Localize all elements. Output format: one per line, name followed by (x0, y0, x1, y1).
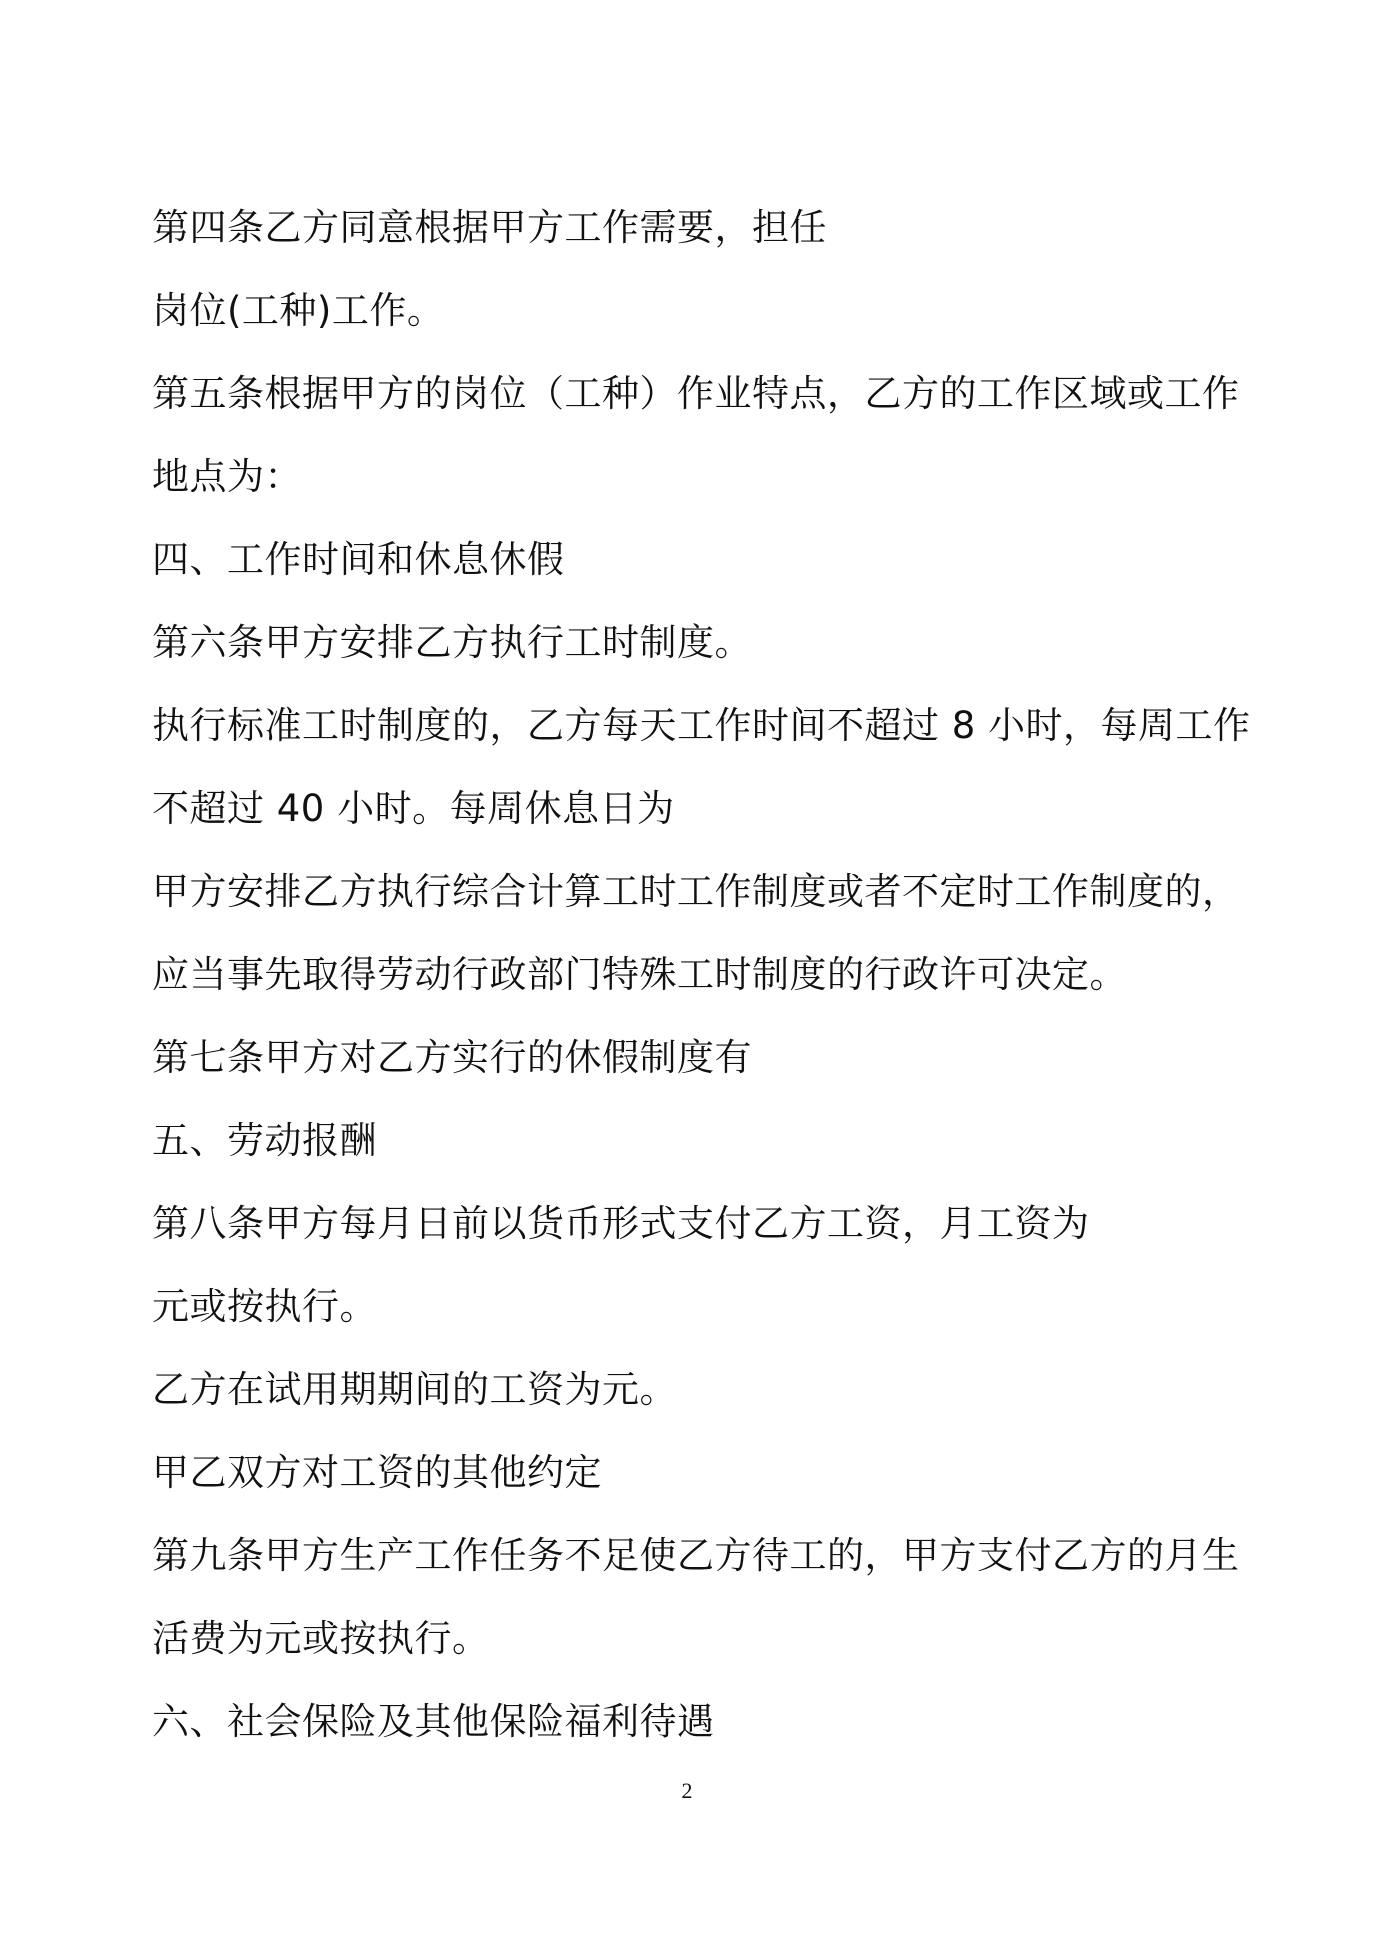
text-line: 第五条根据甲方的岗位（工种）作业特点，乙方的工作区域或工作 (152, 372, 1240, 415)
text-line: 执行标准工时制度的，乙方每天工作时间不超过 8 小时，每周工作 (152, 704, 1251, 747)
section-heading: 六、社会保险及其他保险福利待遇 (152, 1700, 715, 1743)
section-heading: 四、工作时间和休息休假 (152, 538, 565, 581)
page-number: 2 (681, 1778, 693, 1803)
text-line: 甲乙双方对工资的其他约定 (152, 1451, 602, 1494)
text-line: 不超过 40 小时。每周休息日为 (152, 787, 675, 830)
text-line: 甲方安排乙方执行综合计算工时工作制度或者不定时工作制度的， (152, 870, 1240, 913)
text-line: 第六条甲方安排乙方执行工时制度。 (152, 621, 752, 664)
text-line: 第八条甲方每月日前以货币形式支付乙方工资，月工资为 (152, 1202, 1090, 1245)
text-line: 活费为元或按执行。 (152, 1617, 490, 1660)
text-line: 岗位(工种)工作。 (152, 289, 445, 332)
section-heading: 五、劳动报酬 (152, 1119, 377, 1162)
text-line: 元或按执行。 (152, 1285, 377, 1328)
text-line: 第七条甲方对乙方实行的休假制度有 (152, 1036, 752, 1079)
text-line: 乙方在试用期期间的工资为元。 (152, 1368, 677, 1411)
text-line: 第九条甲方生产工作任务不足使乙方待工的，甲方支付乙方的月生 (152, 1534, 1240, 1577)
text-line: 第四条乙方同意根据甲方工作需要，担任 (152, 206, 827, 249)
text-line: 应当事先取得劳动行政部门特殊工时制度的行政许可决定。 (152, 953, 1127, 996)
text-line: 地点为： (152, 455, 302, 498)
